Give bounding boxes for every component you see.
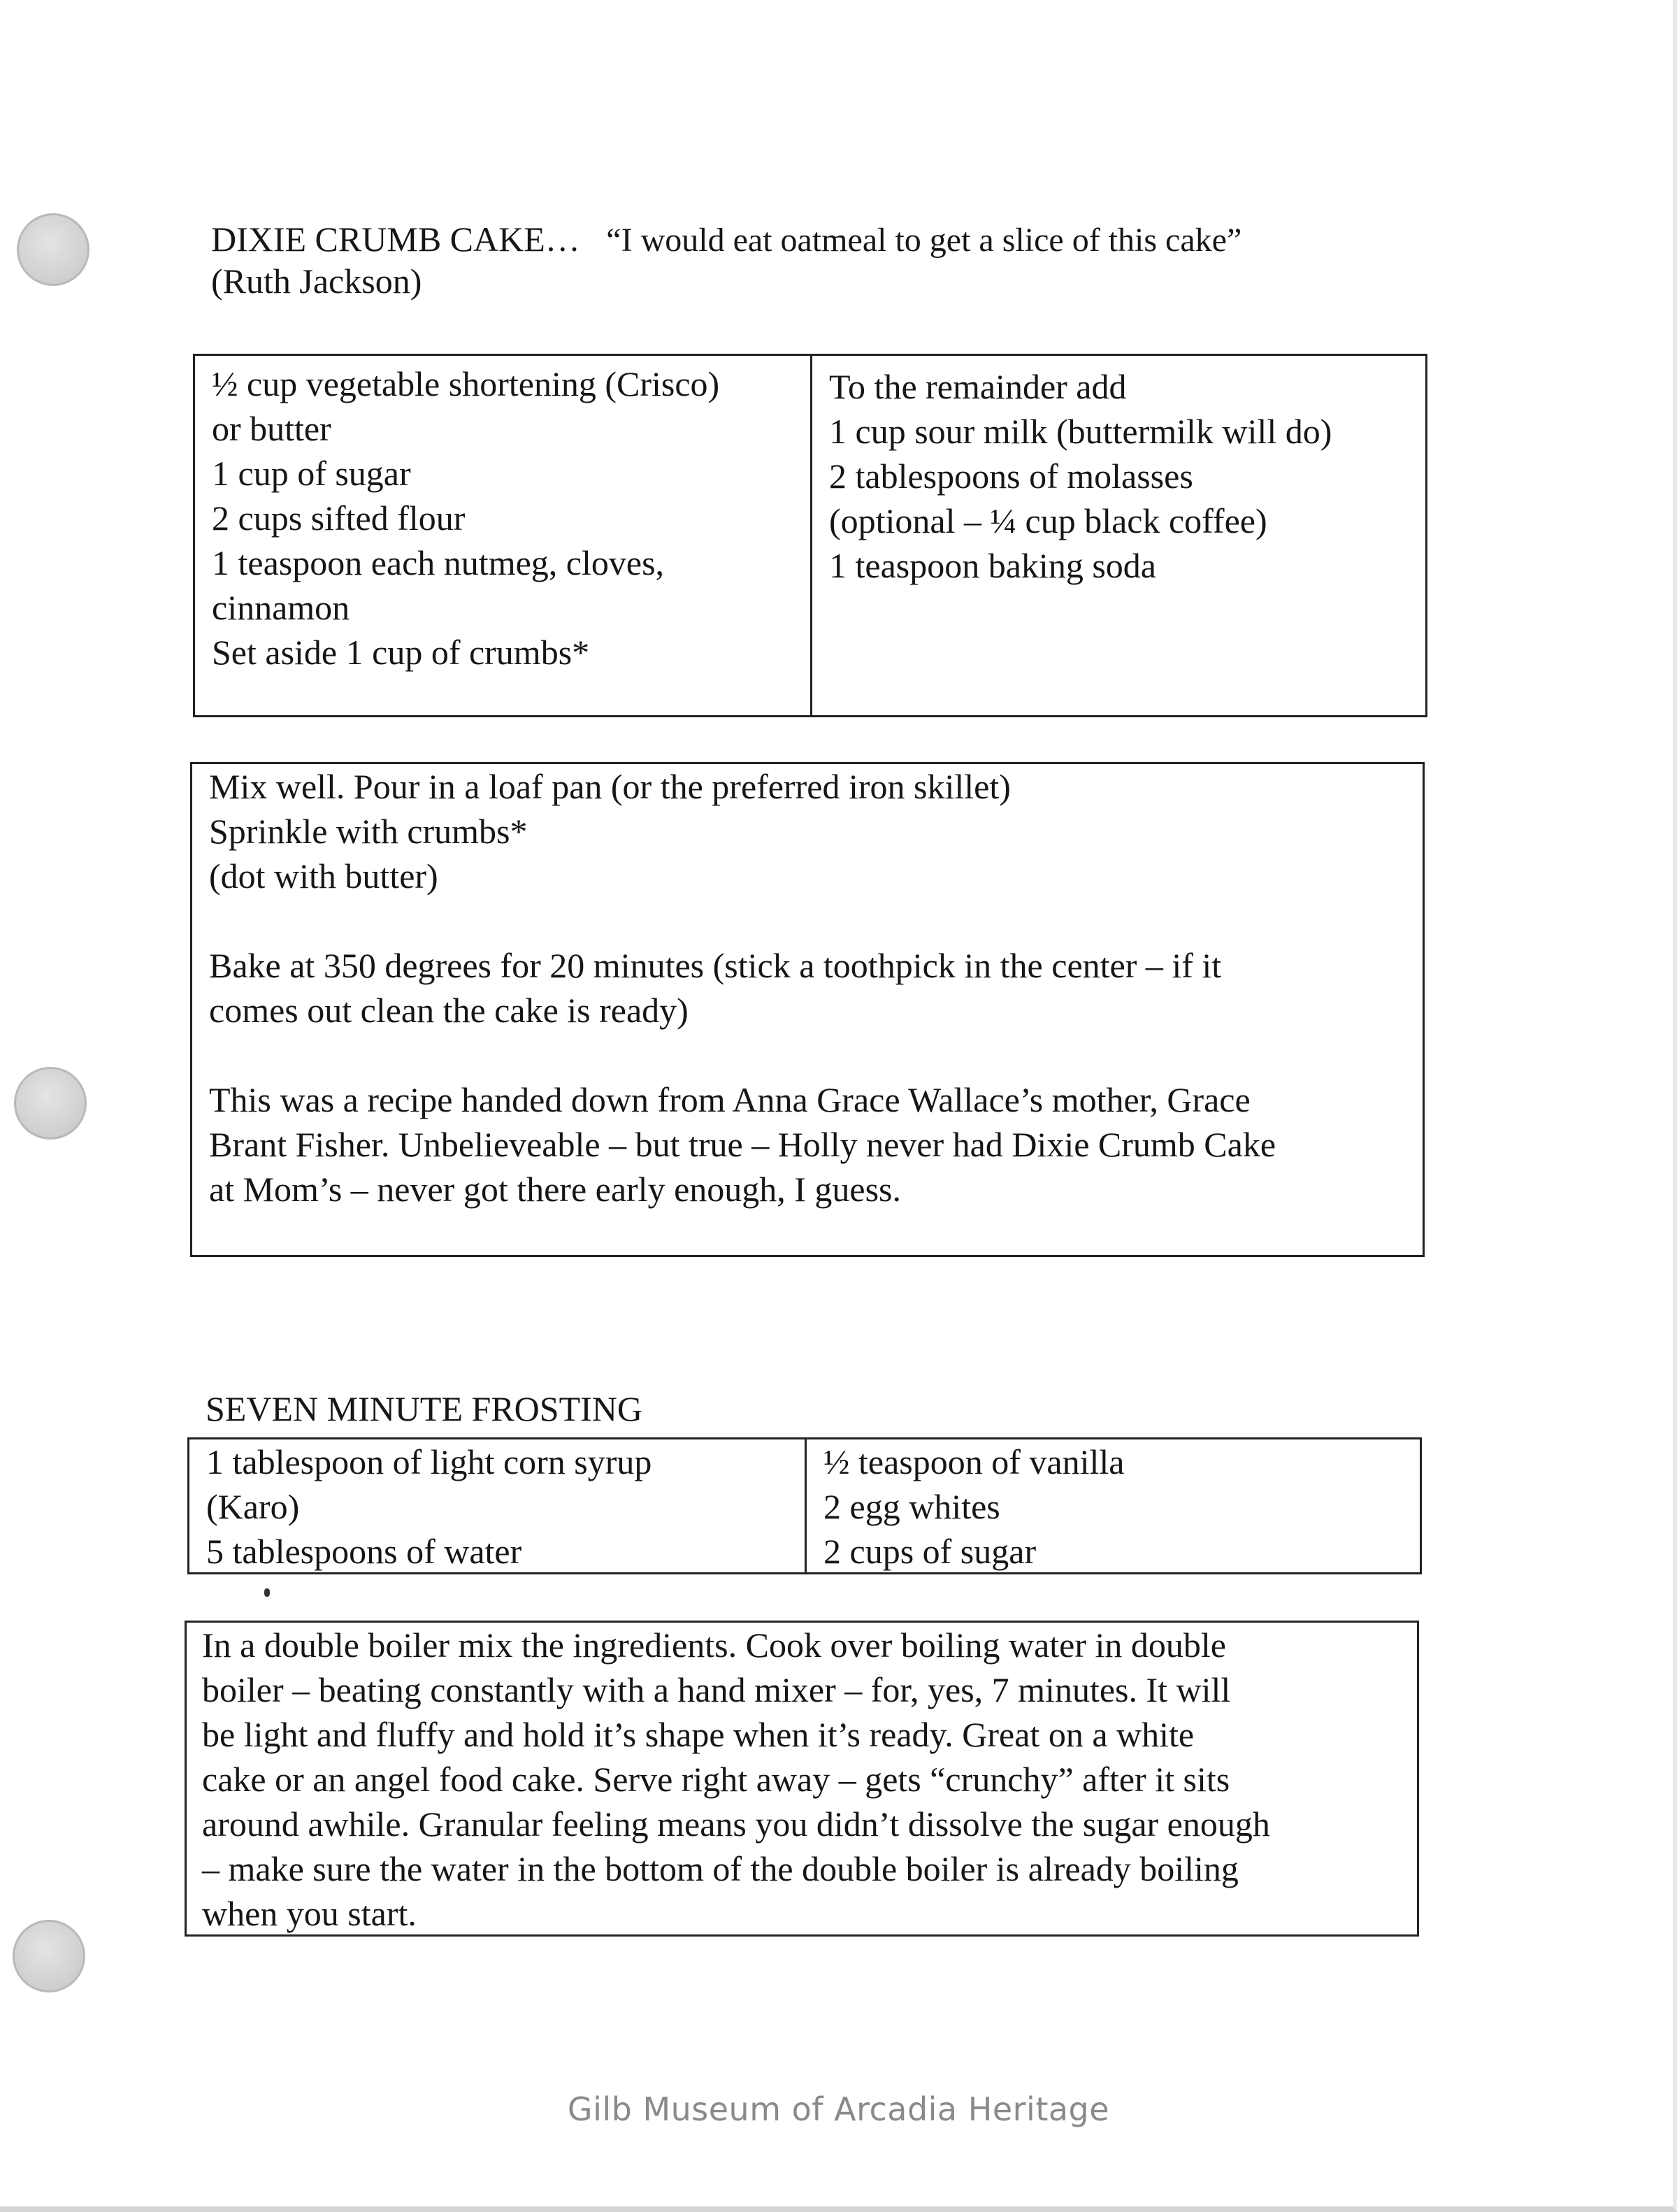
ingredient-line: To the remainder add: [829, 367, 1127, 406]
recipe-quote: “I would eat oatmeal to get a slice of this cake”: [606, 222, 1242, 259]
instruction-line: when you start.: [202, 1894, 417, 1933]
recipe-title: DIXIE CRUMB CAKE…: [211, 220, 580, 259]
ingredient-line: ½ cup vegetable shortening (Crisco): [212, 364, 720, 403]
instruction-line: Mix well. Pour in a loaf pan (or the preferred iron skillet): [209, 767, 1011, 806]
ingredient-line: 2 tablespoons of molasses: [829, 457, 1193, 496]
binder-hole-bottom: [13, 1920, 85, 1992]
instructions-box: [190, 762, 1425, 1257]
ingredient-line: 1 cup of sugar: [212, 454, 411, 493]
frosting-instructions-box: [185, 1621, 1419, 1937]
paragraph-gap: [209, 898, 1423, 943]
instruction-line: boiler – beating constantly with a hand mixer – for, yes, 7 minutes. It will: [202, 1670, 1231, 1709]
instruction-line: be light and fluffy and hold it’s shape when it’s ready. Great on a white: [202, 1715, 1195, 1754]
story-line: Brant Fisher. Unbelieveable – but true – Holly never had Dixie Crumb Cake: [209, 1125, 1276, 1164]
instruction-line: In a double boiler mix the ingredients. Cook over boiling water in double: [202, 1625, 1226, 1665]
ingredient-line: 2 cups of sugar: [823, 1532, 1037, 1571]
binder-hole-top: [17, 213, 89, 286]
story-line: at Mom’s – never got there early enough, I guess.: [209, 1170, 902, 1209]
scan-speck: [264, 1588, 270, 1597]
ingredient-line: cinnamon: [212, 588, 350, 627]
ingredients-left-cell: [195, 356, 812, 715]
ingredient-line: Set aside 1 cup of crumbs*: [212, 633, 590, 672]
ingredient-line: ½ teaspoon of vanilla: [823, 1442, 1125, 1481]
recipe-attribution: (Ruth Jackson): [211, 261, 422, 301]
ingredient-line: 1 teaspoon each nutmeg, cloves,: [212, 543, 665, 582]
instruction-line: Sprinkle with crumbs*: [209, 812, 528, 851]
ingredients-right-cell: [812, 356, 1425, 715]
instruction-line: cake or an angel food cake. Serve right away – gets “crunchy” after it sits: [202, 1760, 1230, 1799]
museum-watermark: Gilb Museum of Arcadia Heritage: [567, 2090, 1110, 2128]
ingredient-line: 1 tablespoon of light corn syrup: [206, 1442, 652, 1481]
ingredient-line: 1 cup sour milk (buttermilk will do): [829, 412, 1332, 451]
ingredient-line: 1 teaspoon baking soda: [829, 546, 1156, 585]
ingredient-line: 5 tablespoons of water: [206, 1532, 522, 1571]
bake-line: Bake at 350 degrees for 20 minutes (stick a toothpick in the center – if it: [209, 946, 1222, 985]
ingredient-line: (Karo): [206, 1487, 300, 1526]
frosting-right-cell: [807, 1439, 1420, 1572]
instruction-line: around awhile. Granular feeling means you didn’t dissolve the sugar enough: [202, 1804, 1270, 1844]
ingredient-line: (optional – ¼ cup black coffee): [829, 501, 1267, 540]
recipe-title-line: [211, 218, 1241, 261]
binder-hole-middle: [14, 1067, 87, 1140]
ingredient-line: or butter: [212, 409, 331, 448]
frosting-ingredients-table: [187, 1437, 1422, 1574]
bake-line: comes out clean the cake is ready): [209, 991, 689, 1030]
ingredient-line: 2 egg whites: [823, 1487, 1000, 1526]
frosting-title: SEVEN MINUTE FROSTING: [206, 1389, 642, 1428]
ingredients-table: [193, 354, 1427, 717]
instruction-line: – make sure the water in the bottom of the double boiler is already boiling: [202, 1849, 1239, 1888]
story-line: This was a recipe handed down from Anna Grace Wallace’s mother, Grace: [209, 1080, 1251, 1119]
instruction-line: (dot with butter): [209, 856, 438, 896]
frosting-left-cell: [189, 1439, 807, 1572]
paragraph-gap: [209, 1033, 1423, 1077]
ingredient-line: 2 cups sifted flour: [212, 498, 466, 538]
